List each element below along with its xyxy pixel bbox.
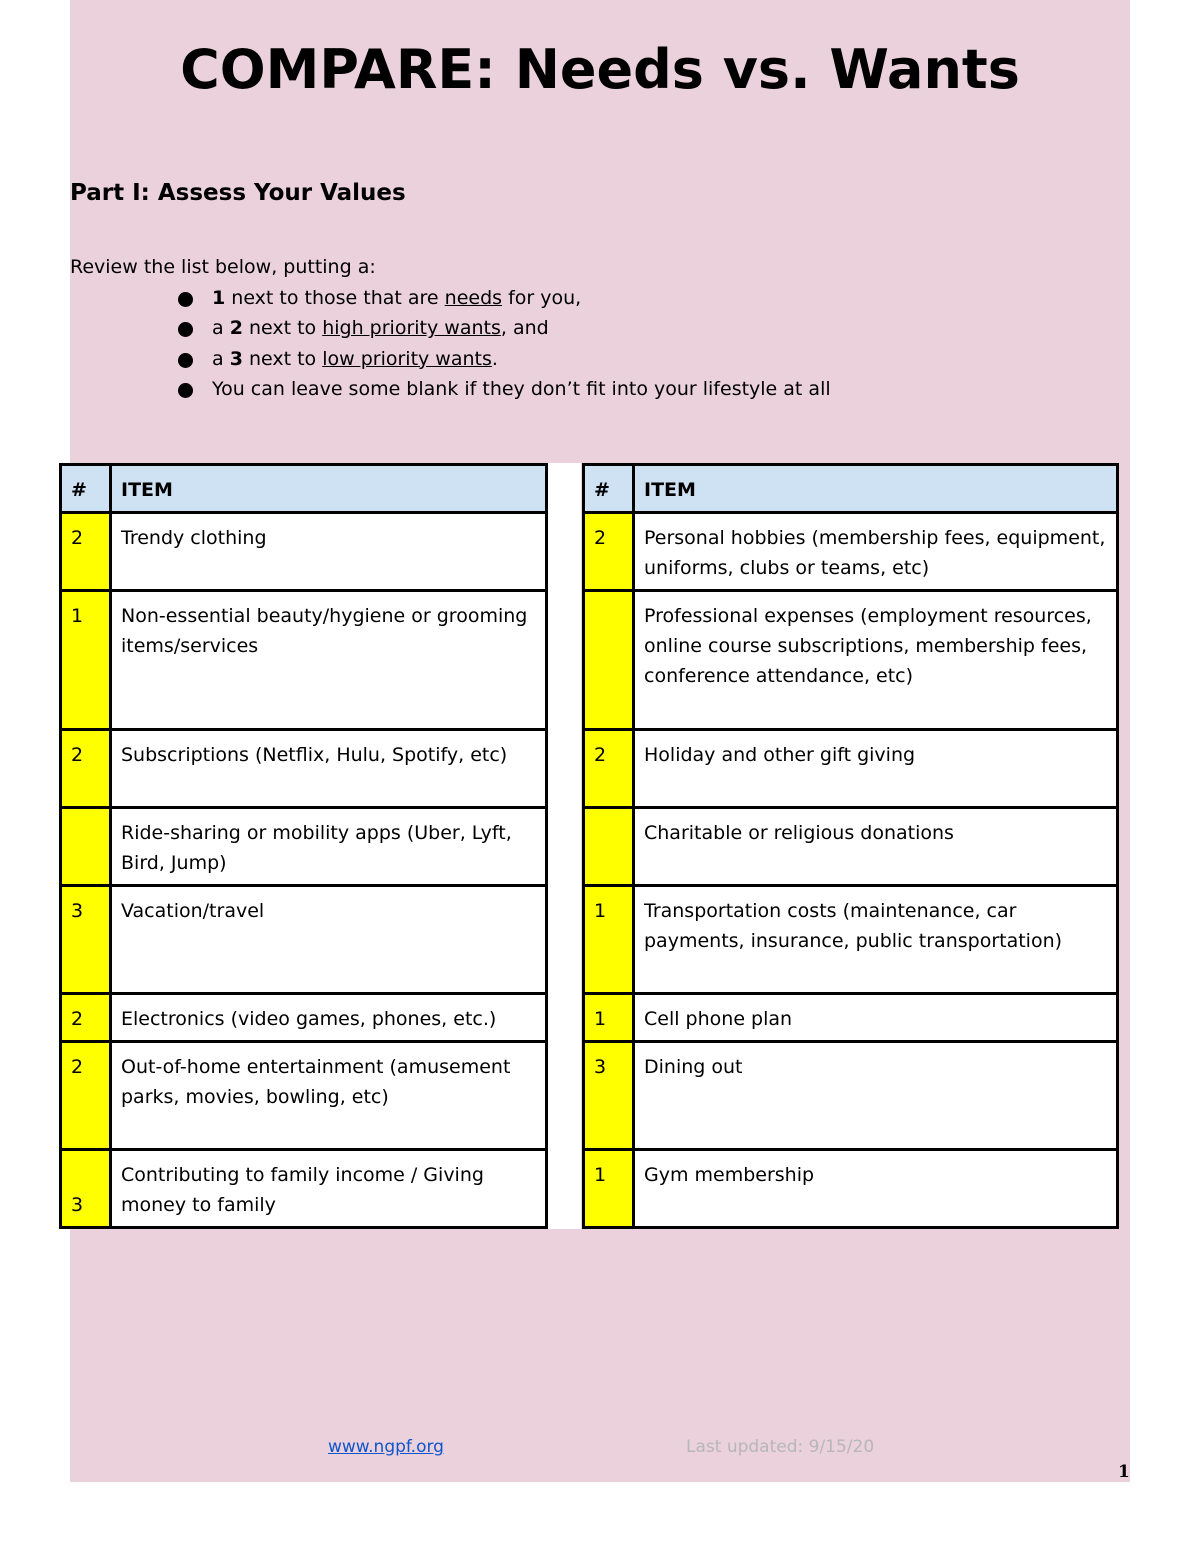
item-cell: Transportation costs (maintenance, car payments, insurance, public transportation) xyxy=(634,886,1118,994)
table-row xyxy=(61,1042,547,1150)
instruction-list xyxy=(178,285,831,406)
table-row xyxy=(584,886,1118,994)
rank-cell[interactable] xyxy=(61,808,111,886)
item-cell: Vacation/travel xyxy=(111,886,547,994)
item-cell: Subscriptions (Netflix, Hulu, Spotify, etc) xyxy=(111,730,547,808)
item-cell: Personal hobbies (membership fees, equipment, uniforms, clubs or teams, etc) xyxy=(634,513,1118,591)
table-gap xyxy=(547,463,581,1229)
rank-cell[interactable]: 2 xyxy=(61,513,111,591)
rank-cell[interactable]: 3 xyxy=(61,1150,111,1228)
part-heading: Part I: Assess Your Values xyxy=(70,180,406,206)
header-number: # xyxy=(61,465,111,513)
page-number: 1 xyxy=(1118,1462,1130,1482)
table-row xyxy=(61,513,547,591)
item-cell: Charitable or religious donations xyxy=(634,808,1118,886)
header-item: ITEM xyxy=(111,465,547,513)
header-item: ITEM xyxy=(634,465,1118,513)
item-cell: Contributing to family income / Giving money to family xyxy=(111,1150,547,1228)
rank-cell[interactable] xyxy=(584,808,634,886)
rank-cell[interactable]: 3 xyxy=(61,886,111,994)
bullet-icon xyxy=(178,322,193,337)
website-link[interactable]: www.ngpf.org xyxy=(328,1437,444,1457)
instruction-item: 1 next to those that are needs for you, xyxy=(178,285,831,315)
table-row xyxy=(61,591,547,730)
item-cell: Holiday and other gift giving xyxy=(634,730,1118,808)
table-row xyxy=(61,886,547,994)
rank-cell[interactable]: 2 xyxy=(584,730,634,808)
table-row xyxy=(584,1042,1118,1150)
item-cell: Non-essential beauty/hygiene or grooming items/services xyxy=(111,591,547,730)
table-row xyxy=(61,808,547,886)
right-items-table xyxy=(582,463,1119,1229)
table-row xyxy=(584,730,1118,808)
intro-text: Review the list below, putting a: xyxy=(70,256,376,278)
rank-cell[interactable]: 2 xyxy=(61,1042,111,1150)
instruction-item: You can leave some blank if they don’t fit into your lifestyle at all xyxy=(178,376,831,406)
instruction-item: a 2 next to high priority wants, and xyxy=(178,315,831,345)
table-row xyxy=(584,513,1118,591)
rank-cell[interactable]: 1 xyxy=(584,1150,634,1228)
table-row xyxy=(61,730,547,808)
table-row xyxy=(584,994,1118,1042)
item-cell: Out-of-home entertainment (amusement parks, movies, bowling, etc) xyxy=(111,1042,547,1150)
item-cell: Cell phone plan xyxy=(634,994,1118,1042)
table-row xyxy=(584,808,1118,886)
table-row xyxy=(61,1150,547,1228)
item-cell: Gym membership xyxy=(634,1150,1118,1228)
item-cell: Dining out xyxy=(634,1042,1118,1150)
item-cell: Electronics (video games, phones, etc.) xyxy=(111,994,547,1042)
bullet-icon xyxy=(178,383,193,398)
instruction-item: a 3 next to low priority wants. xyxy=(178,346,831,376)
rank-cell[interactable]: 2 xyxy=(584,513,634,591)
table-row xyxy=(61,994,547,1042)
bullet-icon xyxy=(178,292,193,307)
rank-cell[interactable]: 2 xyxy=(61,994,111,1042)
rank-cell[interactable]: 3 xyxy=(584,1042,634,1150)
page-title: COMPARE: Needs vs. Wants xyxy=(180,38,1020,101)
rank-cell[interactable]: 1 xyxy=(584,886,634,994)
item-cell: Professional expenses (employment resources, online course subscriptions, membership fees, conference attendance, etc) xyxy=(634,591,1118,730)
item-cell: Ride-sharing or mobility apps (Uber, Lyft, Bird, Jump) xyxy=(111,808,547,886)
left-items-table xyxy=(59,463,548,1229)
rank-cell[interactable]: 1 xyxy=(584,994,634,1042)
header-number: # xyxy=(584,465,634,513)
item-cell: Trendy clothing xyxy=(111,513,547,591)
table-row xyxy=(584,1150,1118,1228)
rank-cell[interactable]: 1 xyxy=(61,591,111,730)
rank-cell[interactable] xyxy=(584,591,634,730)
table-header-row xyxy=(61,465,547,513)
bullet-icon xyxy=(178,353,193,368)
table-header-row xyxy=(584,465,1118,513)
table-row xyxy=(584,591,1118,730)
last-updated-text: Last updated: 9/15/20 xyxy=(686,1437,875,1457)
rank-cell[interactable]: 2 xyxy=(61,730,111,808)
